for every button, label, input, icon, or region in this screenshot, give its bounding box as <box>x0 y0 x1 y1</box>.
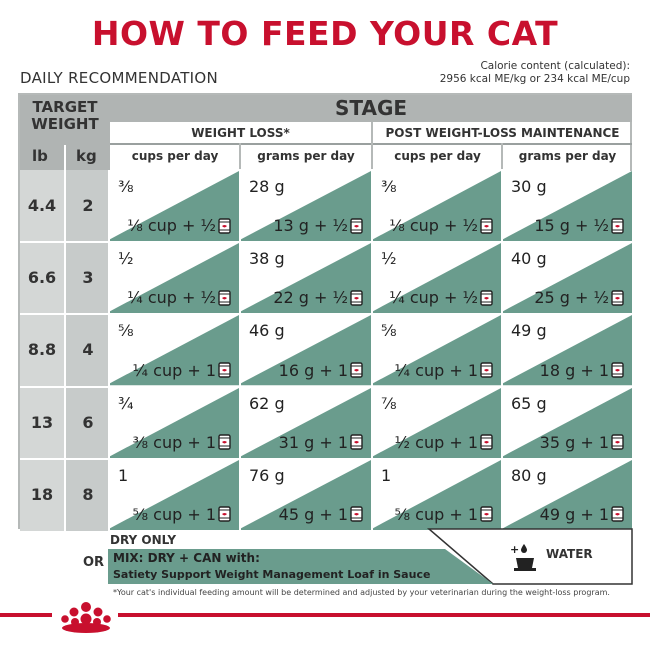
calorie-line-2: 2956 kcal ME/kg or 234 kcal ME/cup <box>439 73 630 85</box>
legend-mix-line-1: MIX: DRY + CAN with: <box>113 551 260 565</box>
weight-kg: 6 <box>82 412 94 432</box>
mix-amount: 25 g + ½ <box>534 288 609 308</box>
unit-header-wl-cups: cups per day <box>131 149 219 163</box>
mix-amount: 35 g + 1 <box>539 432 609 452</box>
weight-lb: 6.6 <box>27 268 57 288</box>
dry-amount: ⅝ <box>118 321 134 341</box>
weight-loss-header: WEIGHT LOSS* <box>191 126 290 140</box>
mix-amount: ½ cup + 1 <box>394 432 478 452</box>
weight-lb: 8.8 <box>27 340 57 360</box>
royal-canin-crown-logo <box>58 598 114 634</box>
target-label: TARGET <box>32 98 98 116</box>
mix-amount: 22 g + ½ <box>273 288 348 308</box>
dry-amount: ¾ <box>118 393 134 413</box>
mix-amount: 16 g + 1 <box>278 360 348 380</box>
legend-water: WATER <box>546 547 593 561</box>
calorie-line-1: Calorie content (calculated): <box>480 60 630 72</box>
weight-kg: 3 <box>82 268 94 288</box>
dry-amount: ½ <box>381 249 397 269</box>
dry-amount: 1 <box>118 465 129 485</box>
page-title: HOW TO FEED YOUR CAT <box>91 14 559 53</box>
dry-amount: 40 g <box>511 249 547 269</box>
weight-lb: 13 <box>30 412 54 432</box>
dry-amount: 65 g <box>511 393 547 413</box>
dry-amount: 30 g <box>511 177 547 196</box>
weight-label: WEIGHT <box>31 115 99 133</box>
mix-amount: 45 g + 1 <box>278 504 348 524</box>
daily-recommendation-label: DAILY RECOMMENDATION <box>20 69 219 87</box>
unit-header-pm-cups: cups per day <box>394 149 481 163</box>
brand-rule-right <box>118 613 650 617</box>
kg-header: kg <box>76 147 97 165</box>
svg-text:+: + <box>510 543 520 556</box>
mix-amount: 15 g + ½ <box>534 216 609 236</box>
mix-amount: ⅛ cup + ½ <box>127 216 216 236</box>
weight-kg: 2 <box>82 196 94 215</box>
weight-lb: 4.4 <box>27 196 57 215</box>
legend-dry-only: DRY ONLY <box>110 533 177 547</box>
mix-amount: ¼ cup + ½ <box>127 288 216 308</box>
dry-amount: 80 g <box>511 465 547 485</box>
dry-amount: ½ <box>118 249 134 269</box>
dry-amount: ⅜ <box>381 177 397 196</box>
weight-kg: 4 <box>82 340 94 360</box>
dry-amount: 76 g <box>249 465 285 485</box>
dry-amount: ⅝ <box>381 321 397 341</box>
dry-amount: 46 g <box>249 321 285 341</box>
dry-amount: 38 g <box>249 249 285 269</box>
dry-amount: ⅞ <box>381 393 397 413</box>
mix-amount: ⅛ cup + ½ <box>389 216 478 236</box>
footnote: *Your cat's individual feeding amount will be determined and adjusted by your veterinarian during the weight-loss program. <box>113 588 610 597</box>
unit-header-pm-grams: grams per day <box>518 149 617 163</box>
legend-or: OR <box>83 555 105 570</box>
dry-amount: 49 g <box>511 321 547 341</box>
stage-header: STAGE <box>110 95 632 122</box>
dry-amount: ⅜ <box>118 177 134 196</box>
mix-amount: ⅝ cup + 1 <box>394 504 478 524</box>
dry-amount: 1 <box>381 465 392 485</box>
legend-mix-line-2: Satiety Support Weight Management Loaf in Sauce <box>113 568 431 581</box>
mix-amount: ¼ cup + ½ <box>389 288 478 308</box>
water-bowl-icon <box>508 540 542 574</box>
mix-amount: 49 g + 1 <box>539 504 609 524</box>
mix-amount: 13 g + ½ <box>273 216 348 236</box>
mix-amount: ¼ cup + 1 <box>394 360 478 380</box>
mix-amount: 18 g + 1 <box>539 360 609 380</box>
maintenance-header: POST WEIGHT-LOSS MAINTENANCE <box>385 126 620 140</box>
mix-amount: ¼ cup + 1 <box>132 360 216 380</box>
mix-amount: ⅜ cup + 1 <box>132 432 216 452</box>
weight-lb: 18 <box>30 484 54 504</box>
mix-amount: ⅝ cup + 1 <box>132 504 216 524</box>
weight-kg: 8 <box>82 484 94 504</box>
dry-amount: 62 g <box>249 393 285 413</box>
dry-amount: 28 g <box>249 177 285 196</box>
mix-amount: 31 g + 1 <box>278 432 348 452</box>
brand-rule-left <box>0 613 52 617</box>
lb-header: lb <box>32 147 48 165</box>
unit-header-wl-grams: grams per day <box>257 149 355 163</box>
